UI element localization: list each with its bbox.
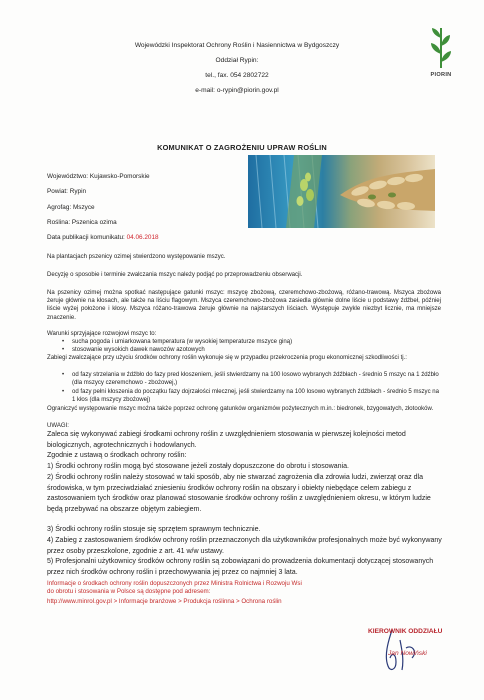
decision-paragraph: Decyzję o sposobie i terminie zwalczania mszyc należy podjąć po przeprowadzeniu obserwacji. (47, 272, 303, 278)
wheat-leaf-icon (424, 24, 458, 72)
threshold-item: • od fazy strzelania w źdźbło do fazy pred kłoszeniem, jeśli stwierdzamy na 100 losowo wybranych źdźbłach - średnio 5 mszyc na 1 źdźbło (dla mszycy czeremchowo - zbożowej,) (72, 371, 442, 387)
meta-value: Rypin (69, 188, 87, 195)
notes-law-intro: Zgodnie z ustawą o środkach ochrony roślin: (47, 452, 187, 459)
notes-rule-2: 2) Środki ochrony roślin należy stosować w taki sposób, aby nie stwarzać zagrożenia dla zdrowia ludzi, zwierząt oraz dla środowiska, w tym przeciwdziałać zniesieniu środków ochrony roślin na obszary i obiekty niebędące celem zabiegu z zastosowaniem tych środków oraz planować stosowanie środków ochrony roślin z uwzględnieniem okresu, w którym ludzie będą przebywać na obszarze objętym zabiegiem. (47, 474, 431, 513)
notes-heading: UWAGI: (47, 423, 69, 429)
condition-item: • sucha pogoda i umiarkowana temperatura (w wysokiej temperaturze mszyce giną) (72, 338, 442, 346)
notes-rule-3: 3) Środki ochrony roślin stosuje się sprzętem sprawnym technicznie. (47, 526, 261, 533)
notes-rule-4: 4) Zabieg z zastosowaniem środków ochrony roślin przeznaczonych dla użytkowników profesjonalnych może być wykonywany przez osoby przeszkolone, zgodnie z art. 41 w/w ustawy. (47, 537, 442, 555)
condition-item: • stosowanie wysokich dawek nawozów azotowych (72, 346, 442, 354)
publication-date: 04.06.2018 (126, 234, 159, 241)
beneficial-paragraph: Ograniczyć występowanie mszyc można także poprzez ochronę gatunków organizmów pożytecznych m.in.: biedronek, bzygowatych, złotooków. (47, 406, 434, 412)
meta-label: Data publikacji komunikatu: (47, 234, 125, 241)
meta-agrofag (47, 204, 95, 212)
intro-paragraph: Na plantacjach pszenicy ozimej stwierdzono występowanie mszyc. (47, 254, 226, 260)
email-address: e-mail: o-rypin@piorin.gov.pl (195, 87, 279, 94)
notes-recommendation: Zaleca się wykonywać zabiegi środkami ochrony roślin z uwzględnieniem stosowania w pierwszej kolejności metod biologicznych, agrotechnicznych i hodowlanych. (47, 431, 406, 449)
signature-name: Jan Nowiński (388, 650, 427, 657)
meta-powiat (47, 188, 86, 196)
meta-label: Agrofag: (47, 204, 72, 211)
meta-label: Roślina: (47, 219, 71, 226)
phone-fax: tel., fax. 054 2802722 (205, 72, 269, 79)
notes-rule-1: 1) Środki ochrony roślin mogą być stosowane jeżeli zostały dopuszczone do obrotu i stosowania. (47, 463, 350, 470)
meta-wojewodztwo (47, 173, 150, 181)
document-title: KOMUNIKAT O ZAGROŻENIU UPRAW ROŚLIN (157, 143, 327, 152)
branch-name: Oddział Rypin: (215, 57, 259, 64)
info-line-1: Informacje o środkach ochrony roślin dopuszczonych przez Ministra Rolnictwa i Rozwoju Wsi (47, 580, 302, 587)
meta-roslina (47, 219, 117, 227)
aphid-on-wheat-image (248, 155, 435, 228)
threshold-item: • od fazy pełni kłoszenia do początku fazy dojrzałości mlecznej, jeśli stwierdzamy na 100 losowo wybranych źdźbłach - średnio 5 mszyc na 1 kłos (dla mszycy zbożowej) (72, 388, 442, 404)
info-line-2: do obrotu i stosowania w Polsce są dostępne pod adresem: (47, 588, 211, 595)
meta-label: Województwo: (47, 173, 89, 180)
meta-value: Kujawsko-Pomorskie (89, 173, 150, 180)
institution-name: Wojewódzki Inspektorat Ochrony Roślin i Nasiennictwa w Bydgoszczy (134, 42, 340, 49)
logo-label: PIORIN (430, 72, 452, 78)
meta-label: Powiat: (47, 188, 68, 195)
notes-rule-5: 5) Profesjonalni użytkownicy środków ochrony roślin są zobowiązani do prowadzenia dokumentacji dotyczącej stosowanych przez nich środków ochrony roślin i przechowywania jej przez co najmniej 3 lata. (47, 558, 434, 576)
piorin-logo (424, 24, 458, 84)
meta-value: Pszenica ozima (71, 219, 117, 226)
meta-value: Mszyce (72, 204, 95, 211)
signature-title: KIEROWNIK ODDZIAŁU (368, 628, 443, 635)
meta-date (47, 234, 159, 242)
conditions-heading: Warunki sprzyjające rozwojowi mszyc to: (47, 331, 157, 337)
species-paragraph: Na pszenicy ozimej można spotkać następujące gatunki mszyc: mszycę zbożową, czeremchowo-zbożową, różano-trawową. Mszyca zbożowa żeruje głównie na kłosach, ale także na liściu flagowym. Mszyca czeremchowo-zbożowa zasiedla głównie dolne liście u podstawy źdźbeł, później liście wyżej położone i kłosy. Mszyca różano-trawowa żeruje głównie na najstarszych liściach. Występuje zwykle niezbyt licznie, ma mniejsze znaczenie. (47, 290, 441, 321)
threshold-paragraph: Zabiegi zwalczające przy użyciu środków ochrony roślin wykonuje się w przypadku przekroczenia progu ekonomicznej szkodliwości tj.: (47, 355, 407, 361)
aphid-photo (248, 155, 435, 228)
info-link[interactable]: http://www.minrol.gov.pl > Informacje branżowe > Produkcja roślinna > Ochrona roślin (47, 598, 282, 605)
